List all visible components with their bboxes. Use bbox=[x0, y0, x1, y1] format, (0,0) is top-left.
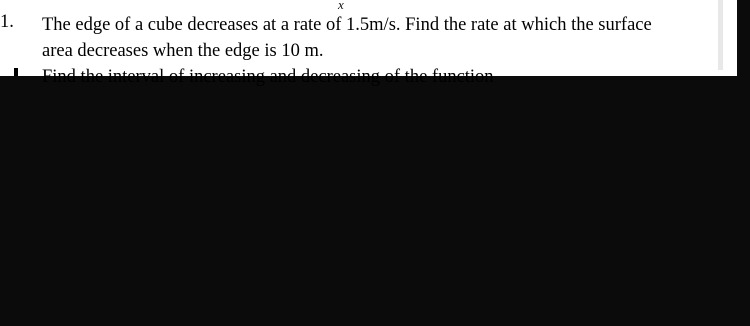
question-number: 1. bbox=[0, 12, 14, 32]
cutoff-glyph: x bbox=[338, 0, 344, 12]
question-line-2: area decreases when the edge is 10 m. bbox=[42, 41, 324, 61]
next-question-partial-text: Find the interval of increasing and decreasing of the function bbox=[42, 67, 494, 87]
question-text bbox=[42, 12, 714, 64]
partial-glyph-left bbox=[14, 68, 18, 76]
next-question-partial bbox=[42, 64, 494, 87]
question-line-1: The edge of a cube decreases at a rate of 1.5m/s. Find the rate at which the surface bbox=[42, 15, 652, 35]
page-edge-shadow bbox=[718, 0, 723, 70]
document-strip bbox=[0, 0, 737, 87]
